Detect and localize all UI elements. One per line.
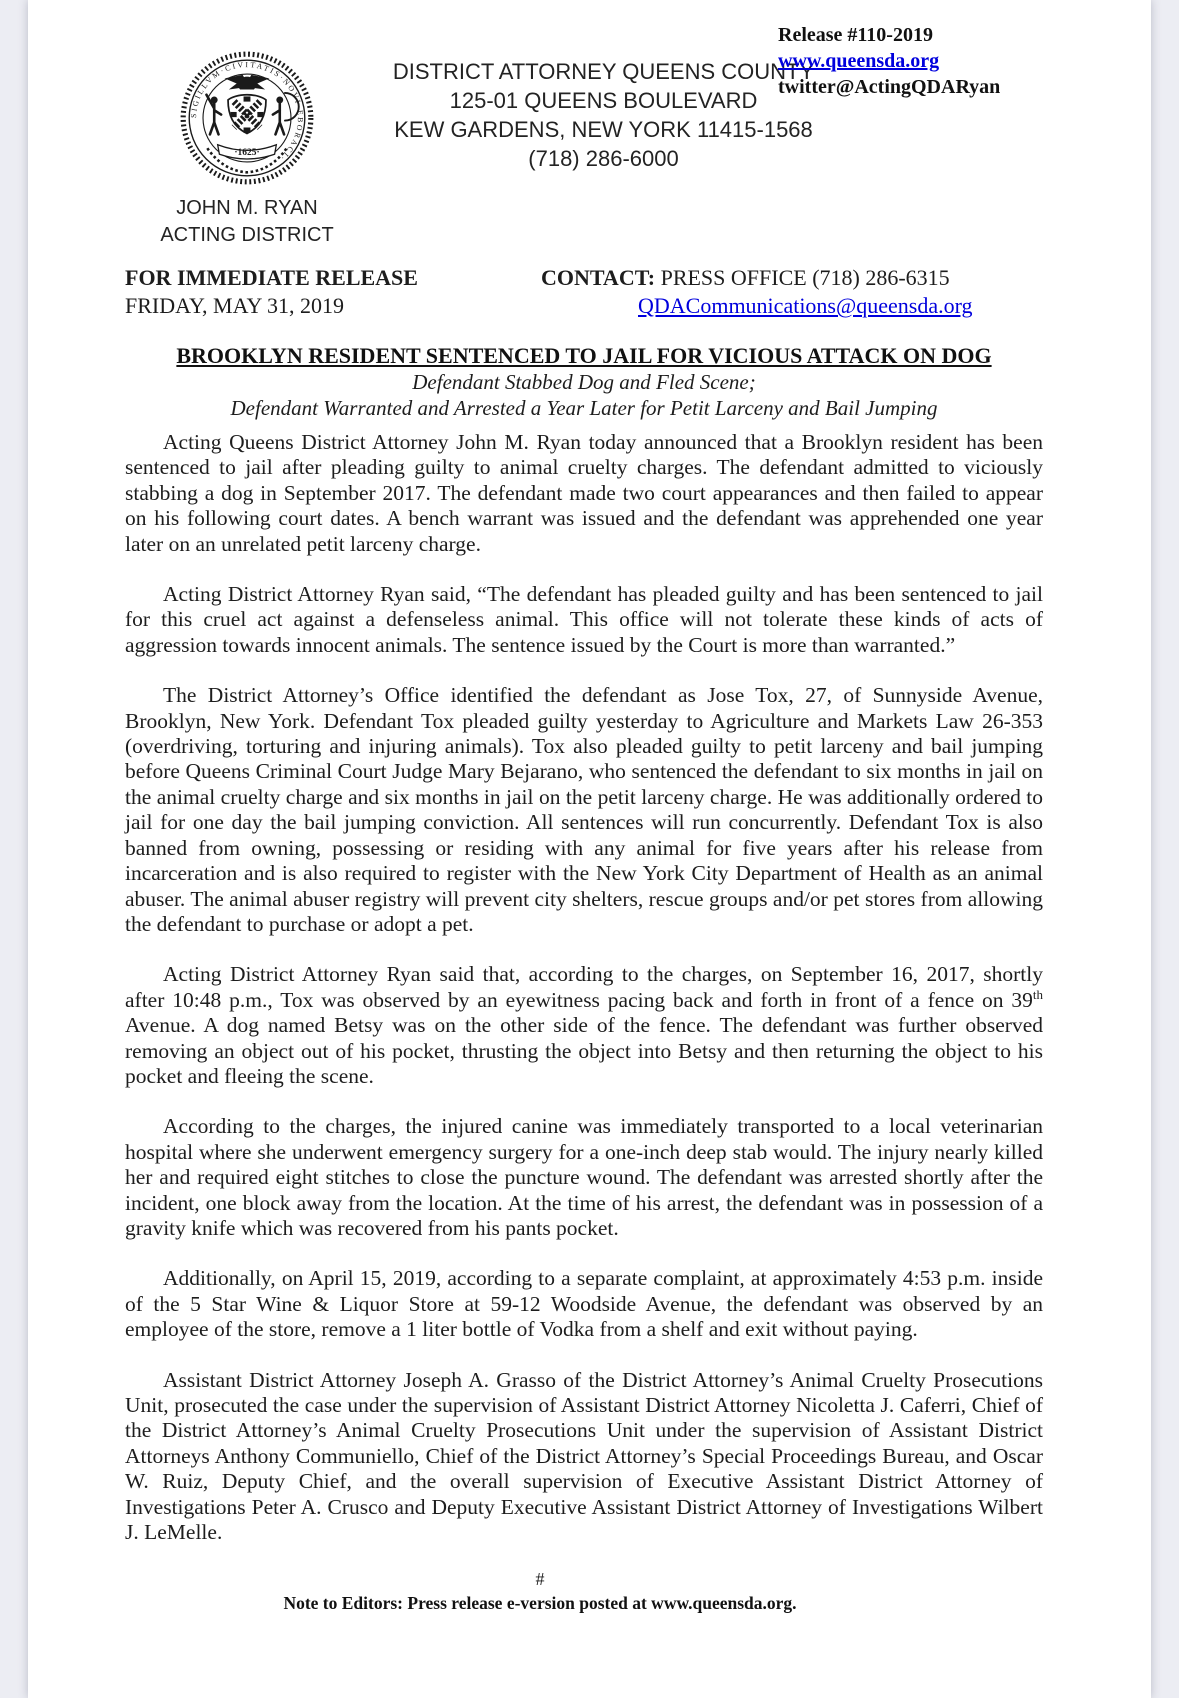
release-date: FRIDAY, MAY 31, 2019	[125, 293, 345, 318]
body-paragraph-1: Acting Queens District Attorney John M. Ryan today announced that a Brooklyn resident has been sentenced to jail after pleading guilty to animal cruelty charges. The defendant admitted to viciously stabbing a dog in September 2017. The defendant made two court appearances and then failed to appear on his following court dates. A bench warrant was issued and the defendant was apprehended one year later on an unrelated petit larceny charge.	[125, 430, 1043, 556]
contact-email-link[interactable]: QDACommunications@queensda.org	[638, 293, 973, 318]
seal-band-text: SIGILLVM·CIVITATIS·NOVI·EBORACI·	[189, 60, 306, 164]
body-paragraph-4	[125, 962, 1043, 1089]
for-immediate-release-label: FOR IMMEDIATE RELEASE	[125, 265, 418, 290]
contact-label: CONTACT:	[541, 265, 656, 290]
seal-year-text: ·1625·	[234, 148, 260, 159]
contact-email-line	[638, 292, 973, 320]
end-mark: #	[535, 1569, 545, 1590]
ordinal-superscript: th	[1032, 986, 1043, 1002]
headline-subtitle-1: Defendant Stabbed Dog and Fled Scene;	[412, 370, 756, 394]
immediate-release-block	[125, 264, 418, 320]
office-address-line: 125-01 QUEENS BOULEVARD	[449, 88, 758, 113]
office-address-line: (718) 286-6000	[528, 146, 679, 171]
release-number: Release #110-2019	[778, 24, 933, 46]
twitter-handle: twitter@ActingQDARyan	[778, 76, 1001, 98]
body-paragraph-6: Additionally, on April 15, 2019, according to a separate complaint, at approximately 4:53 p.m. inside of the 5 Star Wine & Liquor Store at 59-12 Woodside Avenue, the defendant was observed by an employee of the store, remove a 1 liter bottle of Vodka from a shelf and exit without paying.	[125, 1266, 1043, 1342]
body-paragraph-7: Assistant District Attorney Joseph A. Grasso of the District Attorney’s Animal Cruelty Prosecutions Unit, prosecuted the case under the supervision of Assistant District Attorney Nicoletta J. Caferri, Chief of the District Attorney’s Animal Cruelty Prosecutions Unit under the supervision of Assistant District Attorneys Anthony Communiello, Chief of the District Attorney’s Special Proceedings Bureau, and Oscar W. Ruiz, Deputy Chief, and the overall supervision of Executive Assistant District Attorney of Investigations Peter A. Crusco and Deputy Executive Assistant District Attorney of Investigations Wilbert J. LeMelle.	[125, 1367, 1043, 1545]
paragraph-4-text: Acting District Attorney Ryan said that, according to the charges, on September 16, 2017, shortly after 10:48 p.m., Tox was observed by an eyewitness pacing back and forth in front of a fence on 39	[125, 962, 1043, 1012]
office-address-line: DISTRICT ATTORNEY QUEENS COUNTY	[392, 59, 815, 84]
footer-block	[125, 1568, 955, 1614]
body-paragraph-3: The District Attorney’s Office identified the defendant as Jose Tox, 27, of Sunnyside Avenue, Brooklyn, New York. Defendant Tox pleaded guilty yesterday to Agriculture and Markets Law 26-353 (overdriving, torturing and injuring animals). Tox also pleaded guilty to petit larceny and bail jumping before Queens Criminal Court Judge Mary Bejarano, who sentenced the defendant to six months in jail on the animal cruelty charge and six months in jail on the petit larceny charge. He was additionally ordered to jail for one day the bail jumping conviction. All sentences will run concurrently. Defendant Tox is also banned from owning, possessing or residing with any animal for five years after his release from incarceration and is also required to register with the New York City Department of Health as an animal abuser. The animal abuser registry will prevent city shelters, rescue groups and/or pet stores from allowing the defendant to purchase or adopt a pet.	[125, 683, 1043, 936]
release-info-block	[778, 22, 1000, 100]
contact-line	[541, 264, 950, 292]
body-paragraph-2: Acting District Attorney Ryan said, “The defendant has pleaded guilty and has been sentenced to jail for this cruel act against a defenseless animal. This office will not tolerate these kinds of acts of aggression towards innocent animals. The sentence issued by the Court is more than warranted.”	[125, 582, 1043, 657]
body-block	[125, 430, 1043, 1614]
da-name: JOHN M. RYAN	[176, 197, 318, 219]
paragraph-4-text: Avenue. A dog named Betsy was on the other side of the fence. The defendant was further observed removing an object out of his pocket, thrusting the object into Betsy and then returning the object to his pocket and fleeing the scene.	[125, 1013, 1043, 1088]
headline-subtitle-2: Defendant Warranted and Arrested a Year Later for Petit Larceny and Bail Jumping	[230, 396, 938, 420]
headline-block	[125, 342, 1043, 421]
headline-title: BROOKLYN RESIDENT SENTENCED TO JAIL FOR VICIOUS ATTACK ON DOG	[176, 343, 992, 368]
office-address-line: KEW GARDENS, NEW YORK 11415-1568	[394, 117, 813, 142]
body-paragraph-5: According to the charges, the injured canine was immediately transported to a local veterinarian hospital where she underwent emergency surgery for a one-inch deep stab would. The injury nearly killed her and required eight stitches to close the puncture wound. The defendant was arrested shortly after the incident, one block away from the location. At the time of his arrest, the defendant was in possession of a gravity knife which was recovered from his pants pocket.	[125, 1114, 1043, 1240]
document-page	[28, 0, 1151, 1698]
contact-value: PRESS OFFICE (718) 286-6315	[655, 265, 950, 290]
da-title: ACTING DISTRICT	[160, 224, 334, 246]
editors-note: Note to Editors: Press release e-version posted at www.queensda.org.	[283, 1593, 797, 1614]
website-link[interactable]: www.queensda.org	[778, 50, 940, 72]
